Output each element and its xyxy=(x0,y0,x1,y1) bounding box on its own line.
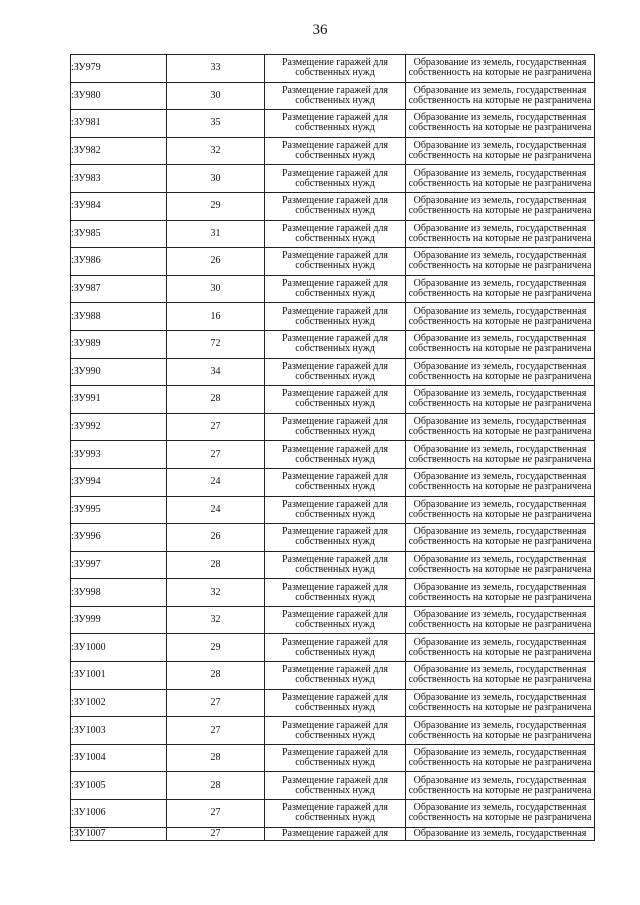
area-cell: 31 xyxy=(167,220,265,248)
formation-method-line: Образование из земель, государственная xyxy=(413,84,587,96)
area-cell: 16 xyxy=(167,303,265,331)
permitted-use-line: собственных нужд xyxy=(295,591,375,603)
permitted-use-line: Размещение гаражей для xyxy=(281,443,389,455)
formation-method-line: собственность на которые не разграничена xyxy=(408,260,592,272)
permitted-use-line: Размещение гаражей для xyxy=(281,333,389,345)
area-cell: 30 xyxy=(167,82,265,110)
permitted-use-line: собственных нужд xyxy=(295,701,375,713)
table-row xyxy=(71,524,595,552)
permitted-use-line: Размещение гаражей для xyxy=(281,140,389,152)
formation-method-line: собственность на которые не разграничена xyxy=(408,177,592,189)
permitted-use-line: собственных нужд xyxy=(295,67,375,79)
permitted-use-cell xyxy=(265,662,406,690)
cadastral-number-cell: :ЗУ981 xyxy=(71,110,167,138)
formation-method-line: собственность на которые не разграничена xyxy=(408,563,592,575)
table-row xyxy=(71,827,595,840)
formation-method-line: собственность на которые не разграничена xyxy=(408,426,592,438)
permitted-use-line: собственных нужд xyxy=(295,646,375,658)
formation-method-cell xyxy=(406,579,595,607)
permitted-use-cell xyxy=(265,606,406,634)
formation-method-line: Образование из земель, государственная xyxy=(413,747,587,759)
formation-method-line: Образование из земель, государственная xyxy=(413,827,587,839)
permitted-use-cell xyxy=(265,827,406,840)
formation-method-cell xyxy=(406,386,595,414)
area-cell: 28 xyxy=(167,744,265,772)
formation-method-cell xyxy=(406,330,595,358)
formation-method-line: Образование из земель, государственная xyxy=(413,360,587,372)
permitted-use-cell xyxy=(265,165,406,193)
table-row xyxy=(71,165,595,193)
table-row xyxy=(71,772,595,800)
permitted-use-line: Размещение гаражей для xyxy=(281,360,389,372)
formation-method-cell xyxy=(406,496,595,524)
permitted-use-cell xyxy=(265,275,406,303)
permitted-use-line: собственных нужд xyxy=(295,453,375,465)
formation-method-cell xyxy=(406,413,595,441)
cadastral-number-cell: :ЗУ996 xyxy=(71,524,167,552)
formation-method-cell xyxy=(406,441,595,469)
formation-method-line: собственность на которые не разграничена xyxy=(408,453,592,465)
area-cell: 28 xyxy=(167,772,265,800)
page-number: 36 xyxy=(312,22,328,38)
table-row xyxy=(71,551,595,579)
cadastral-number-cell: :ЗУ980 xyxy=(71,82,167,110)
formation-method-line: собственность на которые не разграничена xyxy=(408,784,592,796)
table-row xyxy=(71,413,595,441)
cadastral-number-cell: :ЗУ983 xyxy=(71,165,167,193)
table-row xyxy=(71,579,595,607)
cadastral-number-cell: :ЗУ982 xyxy=(71,137,167,165)
area-cell: 27 xyxy=(167,717,265,745)
permitted-use-line: Размещение гаражей для xyxy=(281,747,389,759)
cadastral-number-cell: :ЗУ1001 xyxy=(71,662,167,690)
formation-method-line: собственность на которые не разграничена xyxy=(408,398,592,410)
formation-method-line: Образование из земель, государственная xyxy=(413,471,587,483)
permitted-use-line: Размещение гаражей для xyxy=(281,278,389,290)
formation-method-line: Образование из земель, государственная xyxy=(413,802,587,814)
permitted-use-line: собственных нужд xyxy=(295,619,375,631)
permitted-use-line: собственных нужд xyxy=(295,260,375,272)
formation-method-cell xyxy=(406,82,595,110)
cadastral-number-cell: :ЗУ1005 xyxy=(71,772,167,800)
formation-method-cell xyxy=(406,248,595,276)
area-cell: 72 xyxy=(167,330,265,358)
permitted-use-cell xyxy=(265,496,406,524)
formation-method-line: собственность на которые не разграничена xyxy=(408,591,592,603)
formation-method-line: Образование из земель, государственная xyxy=(413,333,587,345)
permitted-use-cell xyxy=(265,744,406,772)
formation-method-cell xyxy=(406,772,595,800)
permitted-use-line: Размещение гаражей для xyxy=(281,222,389,234)
area-cell: 35 xyxy=(167,110,265,138)
formation-method-line: Образование из земель, государственная xyxy=(413,636,587,648)
permitted-use-line: Размещение гаражей для xyxy=(281,827,389,839)
table-row xyxy=(71,468,595,496)
formation-method-cell xyxy=(406,551,595,579)
formation-method-cell xyxy=(406,827,595,840)
cadastral-number-cell: :ЗУ995 xyxy=(71,496,167,524)
formation-method-cell xyxy=(406,606,595,634)
formation-method-cell xyxy=(406,717,595,745)
formation-method-cell xyxy=(406,662,595,690)
cadastral-number-cell: :ЗУ992 xyxy=(71,413,167,441)
permitted-use-line: собственных нужд xyxy=(295,426,375,438)
formation-method-line: собственность на которые не разграничена xyxy=(408,674,592,686)
permitted-use-cell xyxy=(265,220,406,248)
area-cell: 27 xyxy=(167,441,265,469)
formation-method-line: собственность на которые не разграничена xyxy=(408,343,592,355)
permitted-use-line: собственных нужд xyxy=(295,122,375,134)
permitted-use-cell xyxy=(265,800,406,828)
cadastral-number-cell: :ЗУ991 xyxy=(71,386,167,414)
permitted-use-line: собственных нужд xyxy=(295,757,375,769)
permitted-use-line: собственных нужд xyxy=(295,784,375,796)
cadastral-number-cell: :ЗУ986 xyxy=(71,248,167,276)
permitted-use-line: Размещение гаражей для xyxy=(281,774,389,786)
formation-method-line: Образование из земель, государственная xyxy=(413,167,587,179)
formation-method-line: Образование из земель, государственная xyxy=(413,278,587,290)
area-cell: 24 xyxy=(167,496,265,524)
permitted-use-line: собственных нужд xyxy=(295,481,375,493)
permitted-use-line: Размещение гаражей для xyxy=(281,636,389,648)
permitted-use-line: Размещение гаражей для xyxy=(281,471,389,483)
table-row xyxy=(71,137,595,165)
cadastral-number-cell: :ЗУ997 xyxy=(71,551,167,579)
formation-method-line: собственность на которые не разграничена xyxy=(408,619,592,631)
cadastral-number-cell: :ЗУ987 xyxy=(71,275,167,303)
formation-method-line: Образование из земель, государственная xyxy=(413,443,587,455)
area-cell: 32 xyxy=(167,606,265,634)
formation-method-line: собственность на которые не разграничена xyxy=(408,701,592,713)
table-body xyxy=(71,55,595,841)
formation-method-line: собственность на которые не разграничена xyxy=(408,757,592,769)
area-cell: 27 xyxy=(167,413,265,441)
permitted-use-line: собственных нужд xyxy=(295,536,375,548)
formation-method-line: Образование из земель, государственная xyxy=(413,112,587,124)
permitted-use-line: Размещение гаражей для xyxy=(281,167,389,179)
formation-method-line: Образование из земель, государственная xyxy=(413,553,587,565)
permitted-use-cell xyxy=(265,551,406,579)
permitted-use-line: Размещение гаражей для xyxy=(281,609,389,621)
formation-method-line: Образование из земель, государственная xyxy=(413,140,587,152)
table-row xyxy=(71,496,595,524)
area-cell: 24 xyxy=(167,468,265,496)
permitted-use-line: Размещение гаражей для xyxy=(281,388,389,400)
permitted-use-line: собственных нужд xyxy=(295,177,375,189)
permitted-use-line: собственных нужд xyxy=(295,205,375,217)
formation-method-cell xyxy=(406,634,595,662)
table-row xyxy=(71,248,595,276)
formation-method-line: Образование из земель, государственная xyxy=(413,416,587,428)
permitted-use-cell xyxy=(265,717,406,745)
table-row xyxy=(71,634,595,662)
permitted-use-line: собственных нужд xyxy=(295,508,375,520)
area-cell: 29 xyxy=(167,192,265,220)
table-row xyxy=(71,275,595,303)
area-cell: 27 xyxy=(167,800,265,828)
cadastral-number-cell: :ЗУ984 xyxy=(71,192,167,220)
permitted-use-cell xyxy=(265,689,406,717)
formation-method-line: собственность на которые не разграничена xyxy=(408,67,592,79)
permitted-use-line: Размещение гаражей для xyxy=(281,498,389,510)
table-row xyxy=(71,606,595,634)
table-row xyxy=(71,192,595,220)
formation-method-line: собственность на которые не разграничена xyxy=(408,536,592,548)
permitted-use-line: собственных нужд xyxy=(295,812,375,824)
area-cell: 26 xyxy=(167,524,265,552)
formation-method-line: Образование из земель, государственная xyxy=(413,691,587,703)
formation-method-line: собственность на которые не разграничена xyxy=(408,288,592,300)
table-row xyxy=(71,82,595,110)
permitted-use-cell xyxy=(265,441,406,469)
formation-method-line: Образование из земель, государственная xyxy=(413,774,587,786)
formation-method-line: собственность на которые не разграничена xyxy=(408,122,592,134)
area-cell: 28 xyxy=(167,551,265,579)
permitted-use-line: Размещение гаражей для xyxy=(281,305,389,317)
formation-method-line: собственность на которые не разграничена xyxy=(408,508,592,520)
formation-method-cell xyxy=(406,192,595,220)
formation-method-line: собственность на которые не разграничена xyxy=(408,232,592,244)
formation-method-line: Образование из земель, государственная xyxy=(413,57,587,69)
cadastral-number-cell: :ЗУ994 xyxy=(71,468,167,496)
formation-method-line: Образование из земель, государственная xyxy=(413,250,587,262)
permitted-use-line: собственных нужд xyxy=(295,288,375,300)
formation-method-line: собственность на которые не разграничена xyxy=(408,94,592,106)
formation-method-cell xyxy=(406,744,595,772)
permitted-use-line: Размещение гаражей для xyxy=(281,250,389,262)
formation-method-cell xyxy=(406,220,595,248)
table-row xyxy=(71,110,595,138)
permitted-use-cell xyxy=(265,772,406,800)
formation-method-cell xyxy=(406,468,595,496)
permitted-use-cell xyxy=(265,110,406,138)
area-cell: 28 xyxy=(167,386,265,414)
permitted-use-line: собственных нужд xyxy=(295,232,375,244)
formation-method-line: собственность на которые не разграничена xyxy=(408,205,592,217)
formation-method-cell xyxy=(406,524,595,552)
formation-method-line: Образование из земель, государственная xyxy=(413,195,587,207)
area-cell: 34 xyxy=(167,358,265,386)
cadastral-number-cell: :ЗУ989 xyxy=(71,330,167,358)
permitted-use-line: Размещение гаражей для xyxy=(281,416,389,428)
land-plots-table xyxy=(70,54,595,841)
table-row xyxy=(71,220,595,248)
formation-method-line: собственность на которые не разграничена xyxy=(408,481,592,493)
formation-method-line: Образование из земель, государственная xyxy=(413,305,587,317)
permitted-use-line: Размещение гаражей для xyxy=(281,195,389,207)
cadastral-number-cell: :ЗУ1003 xyxy=(71,717,167,745)
formation-method-line: Образование из земель, государственная xyxy=(413,222,587,234)
table-row xyxy=(71,358,595,386)
formation-method-cell xyxy=(406,275,595,303)
area-cell: 27 xyxy=(167,689,265,717)
formation-method-line: Образование из земель, государственная xyxy=(413,498,587,510)
area-cell: 30 xyxy=(167,275,265,303)
permitted-use-line: Размещение гаражей для xyxy=(281,664,389,676)
area-cell: 29 xyxy=(167,634,265,662)
permitted-use-cell xyxy=(265,82,406,110)
permitted-use-cell xyxy=(265,358,406,386)
permitted-use-line: собственных нужд xyxy=(295,150,375,162)
cadastral-number-cell: :ЗУ993 xyxy=(71,441,167,469)
permitted-use-line: Размещение гаражей для xyxy=(281,719,389,731)
formation-method-line: Образование из земель, государственная xyxy=(413,526,587,538)
cadastral-number-cell: :ЗУ999 xyxy=(71,606,167,634)
permitted-use-cell xyxy=(265,468,406,496)
table-row xyxy=(71,662,595,690)
formation-method-line: собственность на которые не разграничена xyxy=(408,150,592,162)
table-row xyxy=(71,744,595,772)
formation-method-line: Образование из земель, государственная xyxy=(413,719,587,731)
formation-method-cell xyxy=(406,358,595,386)
formation-method-line: собственность на которые не разграничена xyxy=(408,729,592,741)
table-row xyxy=(71,386,595,414)
area-cell: 27 xyxy=(167,827,265,840)
formation-method-cell xyxy=(406,165,595,193)
permitted-use-line: собственных нужд xyxy=(295,563,375,575)
permitted-use-line: Размещение гаражей для xyxy=(281,691,389,703)
permitted-use-line: собственных нужд xyxy=(295,729,375,741)
cadastral-number-cell: :ЗУ979 xyxy=(71,55,167,83)
permitted-use-cell xyxy=(265,579,406,607)
formation-method-cell xyxy=(406,303,595,331)
area-cell: 33 xyxy=(167,55,265,83)
permitted-use-line: Размещение гаражей для xyxy=(281,581,389,593)
permitted-use-cell xyxy=(265,524,406,552)
cadastral-number-cell: :ЗУ1007 xyxy=(71,827,167,840)
permitted-use-line: собственных нужд xyxy=(295,94,375,106)
permitted-use-cell xyxy=(265,248,406,276)
permitted-use-line: Размещение гаражей для xyxy=(281,57,389,69)
formation-method-cell xyxy=(406,55,595,83)
formation-method-line: собственность на которые не разграничена xyxy=(408,646,592,658)
permitted-use-cell xyxy=(265,330,406,358)
permitted-use-line: Размещение гаражей для xyxy=(281,84,389,96)
cadastral-number-cell: :ЗУ998 xyxy=(71,579,167,607)
table-row xyxy=(71,717,595,745)
formation-method-line: Образование из земель, государственная xyxy=(413,581,587,593)
area-cell: 32 xyxy=(167,137,265,165)
area-cell: 28 xyxy=(167,662,265,690)
permitted-use-line: Размещение гаражей для xyxy=(281,526,389,538)
table-row xyxy=(71,441,595,469)
permitted-use-line: собственных нужд xyxy=(295,398,375,410)
permitted-use-line: собственных нужд xyxy=(295,370,375,382)
permitted-use-cell xyxy=(265,303,406,331)
permitted-use-line: собственных нужд xyxy=(295,315,375,327)
permitted-use-line: Размещение гаражей для xyxy=(281,112,389,124)
formation-method-cell xyxy=(406,800,595,828)
area-cell: 30 xyxy=(167,165,265,193)
formation-method-cell xyxy=(406,689,595,717)
area-cell: 32 xyxy=(167,579,265,607)
formation-method-line: Образование из земель, государственная xyxy=(413,388,587,400)
cadastral-number-cell: :ЗУ1006 xyxy=(71,800,167,828)
permitted-use-line: Размещение гаражей для xyxy=(281,553,389,565)
area-cell: 26 xyxy=(167,248,265,276)
formation-method-line: собственность на которые не разграничена xyxy=(408,370,592,382)
table-row xyxy=(71,800,595,828)
cadastral-number-cell: :ЗУ1000 xyxy=(71,634,167,662)
formation-method-line: Образование из земель, государственная xyxy=(413,609,587,621)
formation-method-cell xyxy=(406,110,595,138)
cadastral-number-cell: :ЗУ985 xyxy=(71,220,167,248)
formation-method-cell xyxy=(406,137,595,165)
permitted-use-cell xyxy=(265,137,406,165)
formation-method-line: собственность на которые не разграничена xyxy=(408,315,592,327)
table-row xyxy=(71,55,595,83)
permitted-use-line: собственных нужд xyxy=(295,674,375,686)
formation-method-line: собственность на которые не разграничена xyxy=(408,812,592,824)
cadastral-number-cell: :ЗУ1002 xyxy=(71,689,167,717)
formation-method-line: Образование из земель, государственная xyxy=(413,664,587,676)
permitted-use-line: Размещение гаражей для xyxy=(281,802,389,814)
table-row xyxy=(71,303,595,331)
cadastral-number-cell: :ЗУ1004 xyxy=(71,744,167,772)
table-row xyxy=(71,689,595,717)
table-row xyxy=(71,330,595,358)
permitted-use-cell xyxy=(265,192,406,220)
permitted-use-cell xyxy=(265,386,406,414)
permitted-use-line: собственных нужд xyxy=(295,343,375,355)
permitted-use-cell xyxy=(265,634,406,662)
permitted-use-cell xyxy=(265,55,406,83)
cadastral-number-cell: :ЗУ988 xyxy=(71,303,167,331)
cadastral-number-cell: :ЗУ990 xyxy=(71,358,167,386)
permitted-use-cell xyxy=(265,413,406,441)
